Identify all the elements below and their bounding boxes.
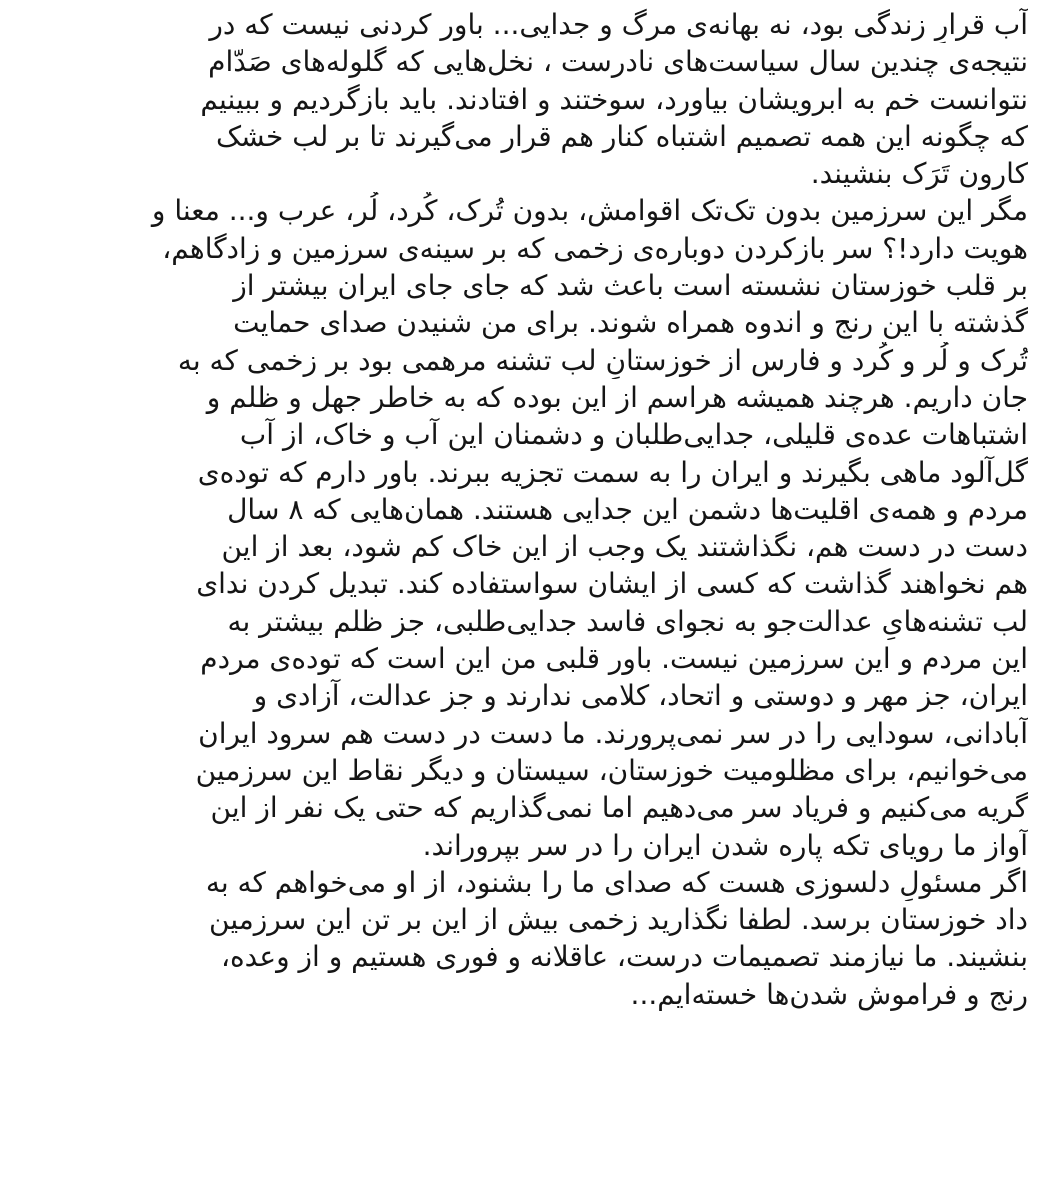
text-line: این مردم و این سرزمین نیست. باور قلبی من این است که توده‌ی مردم bbox=[200, 642, 1028, 676]
text-line: بنشیند. ما نیازمند تصمیمات درست، عاقلانه و فوری هستیم و از وعده، bbox=[220, 940, 1028, 974]
text-line: گریه می‌کنیم و فریاد سر می‌دهیم اما نمی‌گذاریم که حتی یک نفر از این bbox=[210, 791, 1028, 825]
text-line: رنج و فراموش شدن‌ها خسته‌ایم... bbox=[630, 977, 1028, 1011]
text-line: مگر این سرزمین بدون تک‌تک اقوامش، بدون تُرک، کُرد، لُر، عرب و... معنا و bbox=[151, 194, 1028, 228]
text-line: ایران، جز مهر و دوستی و اتحاد، کلامی ندارند و جز عدالت، آزادی و bbox=[253, 679, 1028, 713]
text-line: دست در دست هم، نگذاشتند یک وجب از این خاک کم شود، بعد از این bbox=[221, 530, 1028, 564]
text-line: بر قلب خوزستان نشسته است باعث شد که جای جای ایران بیشتر از bbox=[233, 269, 1028, 303]
text-line: که چگونه این همه تصمیم اشتباه کنار هم قرار می‌گیرند تا بر لب خشک bbox=[216, 119, 1028, 153]
text-line: تُرک و لُر و کُرد و فارس از خوزستانِ لب تشنه مرهمی بود بر زخمی که به bbox=[177, 343, 1028, 377]
text-line: آب قرارِ زندگی بود، نه بهانه‌ی مرگ و جدایی... باور کردنی نیست که در bbox=[209, 8, 1028, 41]
text-line: اشتباهات عده‌ی قلیلی، جدایی‌طلبان و دشمنان این آب و خاک، از آب bbox=[239, 418, 1028, 452]
text-line: هویت دارد!؟ سر بازکردن دوباره‌ی زخمی که بر سینه‌ی سرزمین و زادگاهم، bbox=[162, 231, 1028, 265]
text-line: آبادانی، سودایی را در سر نمی‌پرورند. ما دست در دست هم سرود ایران bbox=[198, 716, 1028, 750]
text-line: مردم و همه‌ی اقلیت‌ها دشمن این جدایی هستند. همان‌هایی که ۸ سال bbox=[227, 492, 1028, 526]
text-line: نتیجه‌ی چندین سال سیاست‌های نادرست ، نخل‌هایی که گلوله‌های صَدّام bbox=[208, 45, 1028, 79]
text-line: گذشته با این رنج و اندوه همراه شوند. برای من شنیدن صدای حمایت bbox=[233, 306, 1028, 340]
text-line: کارون تَرَک بنشیند. bbox=[810, 157, 1028, 191]
text-line: اگر مسئولِ دلسوزی هست که صدای ما را بشنود، از او می‌خواهم که به bbox=[205, 865, 1028, 899]
text-line: می‌خوانیم، برای مظلومیت خوزستان، سیستان و دیگر نقاط این سرزمین bbox=[195, 753, 1028, 787]
text-line: نتوانست خم به ابرویشان بیاورد، سوختند و افتادند. باید بازگردیم و ببینیم bbox=[200, 82, 1028, 116]
text-line: لب تشنه‌هایِ عدالت‌جو به نجوای فاسد جدایی‌طلبی، جز ظلم بیشتر به bbox=[227, 604, 1028, 638]
text-line: هم نخواهند گذاشت که کسی از ایشان سواستفاده کند. تبدیل کردن ندای bbox=[196, 567, 1028, 601]
text-line: گل‌آلود ماهی بگیرند و ایران را به سمت تجزیه ببرند. باور دارم که توده‌ی bbox=[197, 455, 1028, 489]
body-text bbox=[30, 6, 1028, 1013]
text-line: آواز ما رویای تکه پاره شدن ایران را در سر بپروراند. bbox=[422, 828, 1028, 862]
text-line: جان داریم. هرچند همیشه هراسم از این بوده که به خاطر جهل و ظلم و bbox=[206, 380, 1028, 414]
text-line: داد خوزستان برسد. لطفا نگذارید زخمی بیش از این بر تن این سرزمین bbox=[209, 903, 1028, 937]
